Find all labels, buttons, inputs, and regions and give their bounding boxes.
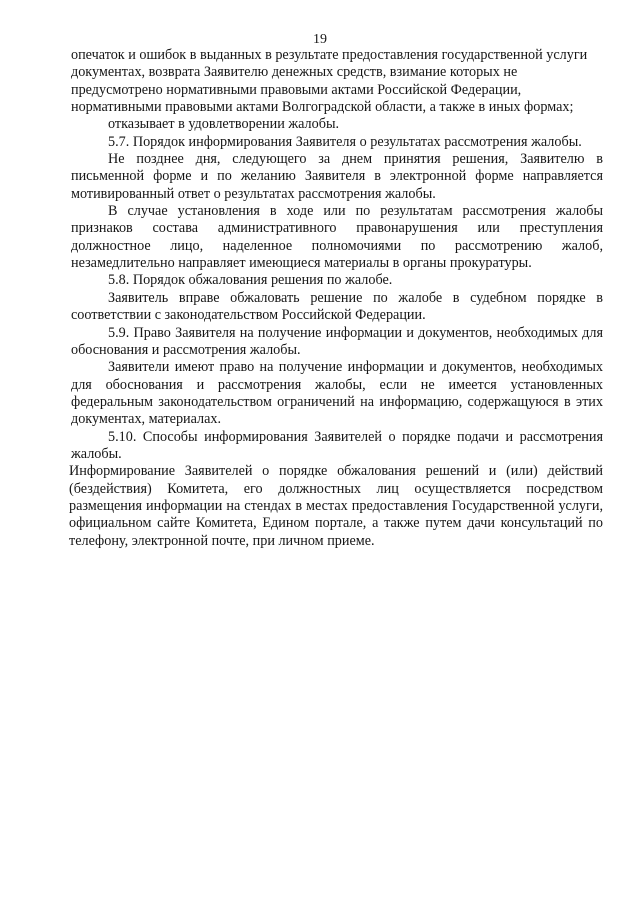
paragraph-informing-methods: Информирование Заявителей о порядке обжалования решений и (или) действий (бездействия) Комитета, его должностных лиц осуществляется посредством размещения информации на стендах в местах предоставления Государственной услуги, официальном сайте Комитета, Едином портале, а также путем дачи консультаций по телефону, электронной почте, при личном приеме.: [69, 463, 603, 549]
paragraph-refusal: отказывает в удовлетворении жалобы.: [108, 116, 340, 133]
section-heading-5-7: 5.7. Порядок информирования Заявителя о результатах рассмотрения жалобы.: [108, 133, 582, 150]
page-number: 19: [313, 32, 327, 47]
paragraph-response-deadline: Не позднее дня, следующего за днем принятия решения, Заявителю в письменной форме и по желанию Заявителя в электронной форме направляется мотивированный ответ о результатах рассмотрения жалобы.: [71, 151, 603, 202]
paragraph-court-appeal: Заявитель вправе обжаловать решение по жалобе в судебном порядке в соответствии с законодательством Российской Федерации.: [71, 289, 603, 324]
paragraph-violation-referral: В случае установления в ходе или по результатам рассмотрения жалобы признаков состава административного правонарушения или преступления должностное лицо, наделенное полномочиями по рассмотрению жалоб, незамедлительно направляет имеющиеся материалы в органы прокуратуры.: [71, 203, 603, 272]
section-heading-5-9: 5.9. Право Заявителя на получение информации и документов, необходимых для обоснования и рассмотрения жалобы.: [71, 324, 603, 358]
document-body: [71, 47, 603, 550]
section-heading-5-10: 5.10. Способы информирования Заявителей о порядке подачи и рассмотрения жалобы.: [71, 428, 603, 462]
paragraph-information-right: Заявители имеют право на получение информации и документов, необходимых для обоснования и рассмотрения жалобы, если не имеется установленных федеральным законодательством ограничений на информацию, содержащуюся в этих документах, материалах.: [71, 359, 603, 428]
section-heading-5-8: 5.8. Порядок обжалования решения по жалобе.: [108, 272, 393, 289]
paragraph-continuation: опечаток и ошибок в выданных в результате предоставления государственной услуги документах, возврата Заявителю денежных средств, взимание которых не предусмотрено нормативными правовыми актами Российской Федерации, нормативными правовыми актами Волгоградской области, а также в иных формах;: [71, 47, 588, 116]
